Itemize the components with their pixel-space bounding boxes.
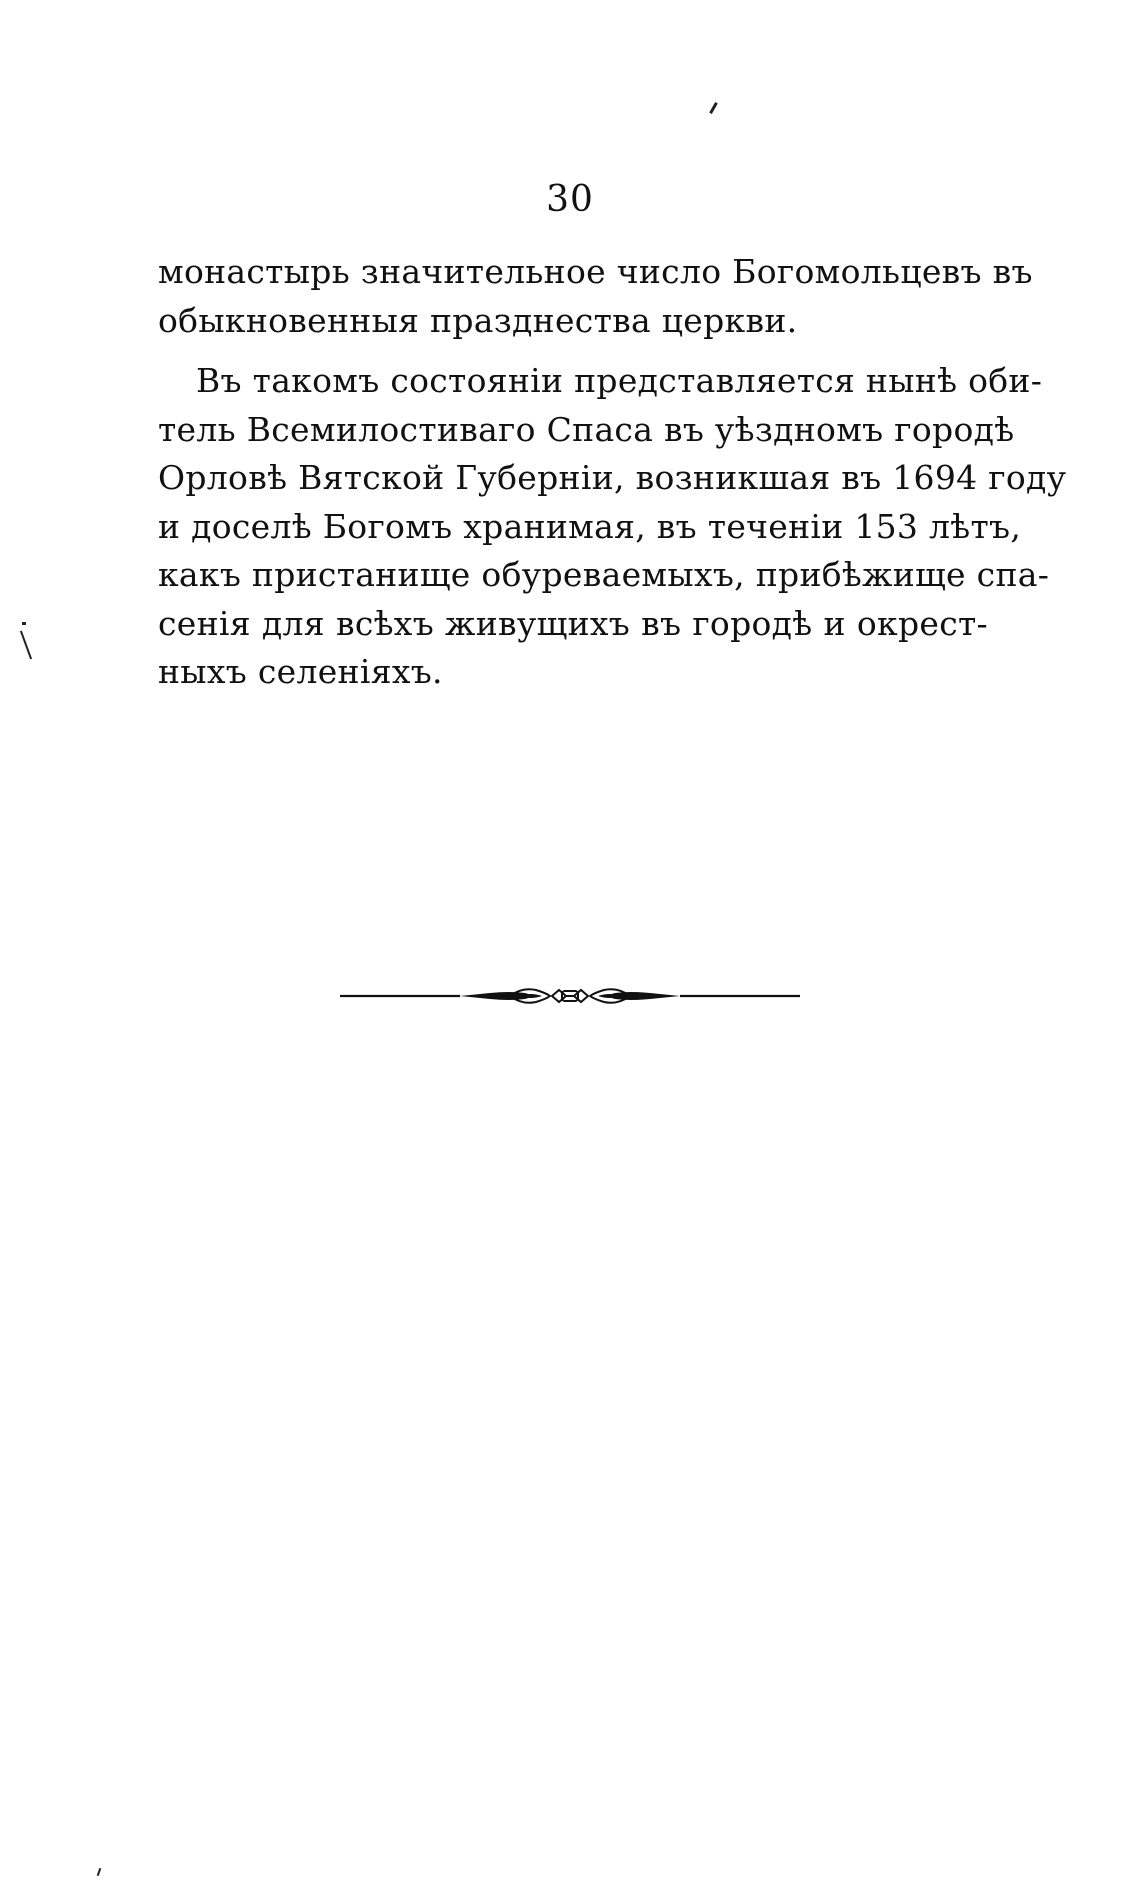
stray-mark-bottom bbox=[97, 1868, 102, 1876]
text-line: монастырь значительное число Богомольцевъ въ bbox=[158, 252, 1033, 291]
text-line: тель Всемилостиваго Спаса въ уѣздномъ городѣ bbox=[158, 409, 1015, 449]
stray-mark-top bbox=[709, 102, 718, 114]
text-line: сенія для всѣхъ живущихъ въ городѣ и окрест- bbox=[158, 603, 988, 643]
paragraph-break bbox=[158, 345, 988, 357]
stray-mark-left bbox=[20, 631, 32, 660]
text-line: Орловѣ Вятской Губерніи, возникшая въ 1694 году bbox=[158, 458, 1067, 497]
text-line: и доселѣ Богомъ хранимая, въ теченіи 153 лѣтъ, bbox=[158, 506, 1022, 546]
body-text bbox=[158, 248, 1067, 697]
stray-mark-left-dot bbox=[22, 622, 26, 625]
text-line: Въ такомъ состояніи представляется нынѣ оби- bbox=[196, 361, 1043, 400]
page-number: 30 bbox=[546, 179, 594, 220]
text-line: ныхъ селеніяхъ. bbox=[158, 652, 443, 691]
text-line: обыкновенныя празднества церкви. bbox=[158, 300, 798, 340]
text-line: какъ пристанище обуреваемыхъ, прибѣжище спа- bbox=[158, 555, 1050, 594]
ornamental-divider bbox=[340, 980, 800, 1012]
